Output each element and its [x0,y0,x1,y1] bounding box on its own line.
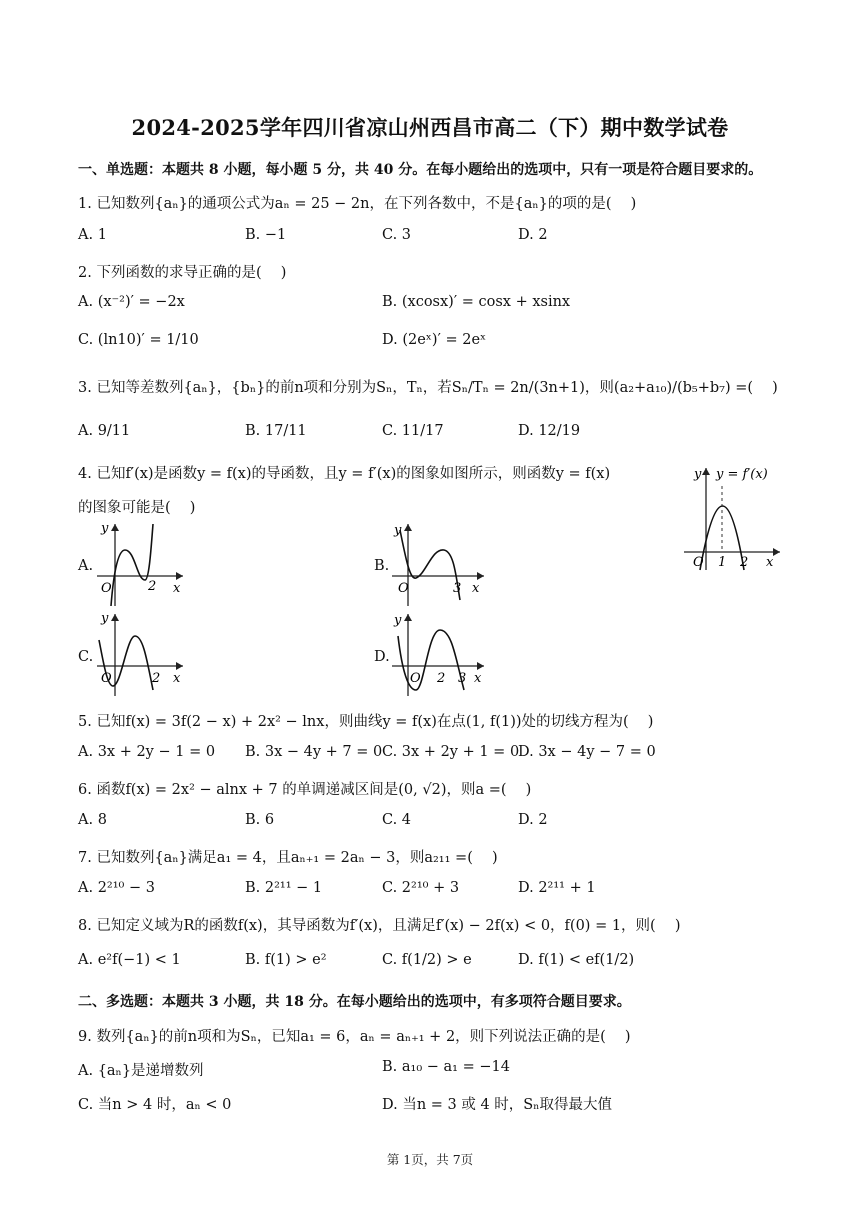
q5-option-b[interactable]: B. 3x − 4y + 7 = 0 [245,744,383,760]
graph-y-label: y [694,467,702,482]
graph-origin: O [693,555,704,570]
q4-option-b-graph[interactable] [390,520,490,610]
option-c-y: y [101,611,109,626]
option-d-origin: O [410,671,421,686]
option-b-origin: O [398,581,409,596]
q4-option-a[interactable]: A. [78,558,94,574]
q7-option-c[interactable]: C. 2²¹⁰ + 3 [382,880,460,896]
question-6-stem: 6. 函数f(x) = 2x² − alnx + 7 的单调递减区间是(0, √2)，则a =( ) [78,782,532,798]
q1-option-a[interactable]: A. 1 [78,227,107,243]
option-d-x: x [474,671,482,686]
option-a-y: y [101,521,109,536]
question-9-stem: 9. 数列{aₙ}的前n项和为Sₙ，已知a₁ = 6，aₙ = aₙ₊₁ + 2，则下列说法正确的是( ) [78,1029,631,1045]
q8-option-a[interactable]: A. e²f(−1) < 1 [78,952,181,968]
option-c-tick-2: 2 [152,671,161,686]
section-multi-choice: 二、多选题：本题共 3 小题，共 18 分。在每小题给出的选项中，有多项符合题目要求。 [78,994,631,1010]
q1-option-d[interactable]: D. 2 [518,227,548,243]
q3-option-b[interactable]: B. 17/11 [245,423,307,439]
question-4-stem: 4. 已知f′(x)是函数y = f(x)的导函数，且y = f′(x)的图象如图所示，则函数y = f(x) [78,466,611,482]
q2-option-a[interactable]: A. (x⁻²)′ = −2x [78,294,185,310]
option-a-tick-2: 2 [148,579,157,594]
graph-tick-2: 2 [740,555,749,570]
q4-option-c[interactable]: C. [78,649,94,665]
q2-option-c[interactable]: C. (ln10)′ = 1/10 [78,332,199,348]
q4-option-d[interactable]: D. [374,649,390,665]
option-a-x: x [173,581,181,596]
q7-option-b[interactable]: B. 2²¹¹ − 1 [245,880,323,896]
q5-option-a[interactable]: A. 3x + 2y − 1 = 0 [78,744,216,760]
q5-option-c[interactable]: C. 3x + 2y + 1 = 0 [382,744,520,760]
graph-x-label: x [766,555,774,570]
q4-option-b[interactable]: B. [374,558,390,574]
option-a-origin: O [101,581,112,596]
q8-option-d[interactable]: D. f(1) < ef(1/2) [518,952,635,968]
option-c-x: x [173,671,181,686]
q5-option-d[interactable]: D. 3x − 4y − 7 = 0 [518,744,656,760]
question-3-stem: 3. 已知等差数列{aₙ}，{bₙ}的前n项和分别为Sₙ，Tₙ，若Sₙ/Tₙ = 2n/(3n+1)，则(a₂+a₁₀)/(b₅+b₇) =( ) [78,380,778,396]
question-5-stem: 5. 已知f(x) = 3f(2 − x) + 2x² − lnx，则曲线y = f(x)在点(1, f(1))处的切线方程为( ) [78,714,654,730]
q1-option-c[interactable]: C. 3 [382,227,412,243]
q9-option-d[interactable]: D. 当n = 3 或 4 时，Sₙ取得最大值 [382,1097,613,1113]
q3-option-c[interactable]: C. 11/17 [382,423,444,439]
q8-option-b[interactable]: B. f(1) > e² [245,952,327,968]
question-1-stem: 1. 已知数列{aₙ}的通项公式为aₙ = 25 − 2n，在下列各数中，不是{aₙ}的项的是( ) [78,196,637,212]
q6-option-a[interactable]: A. 8 [78,812,107,828]
q7-option-a[interactable]: A. 2²¹⁰ − 3 [78,880,155,896]
q8-option-c[interactable]: C. f(1/2) > e [382,952,472,968]
option-d-y: y [394,613,402,628]
page-footer: 第 1页，共 7页 [386,1152,474,1167]
q4-option-a-graph[interactable] [95,520,190,610]
question-2-stem: 2. 下列函数的求导正确的是( ) [78,265,287,281]
q6-option-b[interactable]: B. 6 [245,812,275,828]
q4-option-d-graph[interactable] [390,610,490,700]
question-4-stem-cont: 的图象可能是( ) [78,500,196,516]
q2-option-b[interactable]: B. (xcosx)′ = cosx + xsinx [382,294,571,310]
q3-option-d[interactable]: D. 12/19 [518,423,581,439]
option-d-tick-2: 2 [437,671,446,686]
question-8-stem: 8. 已知定义域为R的函数f(x)，其导函数为f′(x)，且满足f′(x) − 2f(x) < 0，f(0) = 1，则( ) [78,918,681,934]
question-7-stem: 7. 已知数列{aₙ}满足a₁ = 4，且aₙ₊₁ = 2aₙ − 3，则a₂₁₁ =( ) [78,850,498,866]
q6-option-d[interactable]: D. 2 [518,812,548,828]
q1-option-b[interactable]: B. −1 [245,227,287,243]
option-b-tick-3: 3 [453,581,462,596]
q3-option-a[interactable]: A. 9/11 [78,423,131,439]
option-c-origin: O [101,671,112,686]
q2-option-d[interactable]: D. (2eˣ)′ = 2eˣ [382,332,487,348]
q9-option-c[interactable]: C. 当n > 4 时，aₙ < 0 [78,1097,232,1113]
option-b-x: x [472,581,480,596]
page-title: 2024-2025学年四川省凉山州西昌市高二（下）期中数学试卷 [131,115,729,140]
q9-option-a[interactable]: A. {aₙ}是递增数列 [78,1063,204,1079]
derivative-graph [680,462,785,574]
q4-option-c-graph[interactable] [95,610,190,700]
q6-option-c[interactable]: C. 4 [382,812,412,828]
graph-fp-label: y = f′(x) [716,467,768,482]
graph-tick-1: 1 [718,555,727,570]
q7-option-d[interactable]: D. 2²¹¹ + 1 [518,880,596,896]
option-b-y: y [394,523,402,538]
q9-option-b[interactable]: B. a₁₀ − a₁ = −14 [382,1059,510,1075]
option-d-tick-3: 3 [458,671,467,686]
section-single-choice: 一、单选题：本题共 8 小题，每小题 5 分，共 40 分。在每小题给出的选项中，只有一项是符合题目要求的。 [78,162,763,178]
